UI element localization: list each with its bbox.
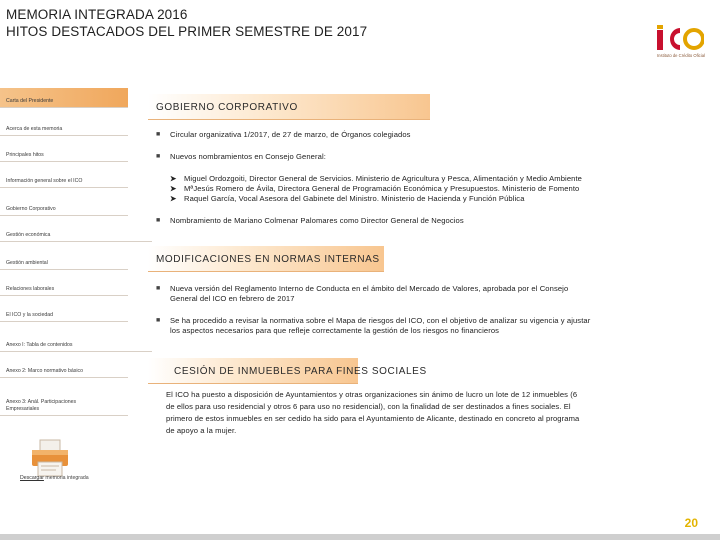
inmuebles-line-3: primero de estos inmuebles en ser cedido ha sido para el Ayuntamiento de Alicante, destinado en concreto al programa [166, 414, 580, 423]
page-title-line2: HITOS DESTACADOS DEL PRIMER SEMESTRE DE 2017 [6, 24, 368, 39]
gobierno-bullet-1: Circular organizativa 1/2017, de 27 de marzo, de Órganos colegiados [170, 130, 411, 139]
bullet-icon: ■ [156, 285, 161, 292]
section-header-normas [148, 246, 384, 272]
sidebar-item-acerca[interactable] [0, 114, 128, 136]
bullet-icon: ■ [156, 317, 161, 324]
normas-bullet-2a: Se ha procedido a revisar la normativa sobre el Mapa de riesgos del ICO, con el objetivo de analizar su vigencia y ajustar [170, 316, 591, 325]
sidebar-item-hitos[interactable] [0, 140, 128, 162]
arrow-bullet-icon: ➤ [170, 194, 177, 203]
footer-bar [0, 534, 720, 540]
sidebar-item-informacion[interactable] [0, 166, 128, 188]
sidebar-item-gestion-economica[interactable] [0, 220, 152, 242]
sidebar-item-relaciones[interactable] [0, 274, 128, 296]
normas-bullet-1b: General del ICO en febrero de 2017 [170, 294, 295, 303]
sidebar-item-label: Información general sobre el ICO [6, 178, 83, 184]
bullet-icon: ■ [156, 153, 161, 160]
ico-logo-mark [656, 24, 704, 52]
sidebar-item-label: Gestión ambiental [6, 260, 48, 266]
sidebar-item-gestion-ambiental[interactable] [0, 248, 128, 270]
sidebar-item-label: Carta del Presidente [6, 98, 54, 104]
normas-bullet-1a: Nueva versión del Reglamento Interno de Conducta en el ámbito del Mercado de Valores, aprobada por el Consejo [170, 284, 569, 293]
section-title: CESIÓN DE INMUEBLES PARA FINES SOCIALES [174, 366, 427, 377]
download-link-rest: memoria integrada [43, 475, 89, 481]
arrow-bullet-icon: ➤ [170, 174, 177, 183]
bullet-icon: ■ [156, 217, 161, 224]
sidebar-item-carta[interactable] [0, 88, 128, 108]
sidebar-item-label: Anexo 3: Anál. Participaciones Empresariales [6, 399, 77, 412]
inmuebles-line-1: El ICO ha puesto a disposición de Ayuntamientos y otras organizaciones sin ánimo de lucro un lote de 12 inmuebles (6 [166, 390, 578, 399]
sidebar-nav [0, 88, 140, 488]
section-title: GOBIERNO CORPORATIVO [156, 102, 298, 113]
arrow-bullet-icon: ➤ [170, 184, 177, 193]
gobierno-sub-3: Raquel García, Vocal Asesora del Gabinete del Ministro. Ministerio de Hacienda y Función Pública [184, 194, 525, 203]
ico-logo-caption: Instituto de Crédito Oficial [657, 53, 705, 58]
sidebar-item-label: Gobierno Corporativo [6, 206, 56, 212]
normas-bullet-2b: los aspectos necesarios para que refleje correctamente la gestión de los riesgos no financieros [170, 326, 500, 335]
sidebar-item-label: El ICO y la sociedad [6, 312, 53, 318]
inmuebles-line-4: de apoyo a la mujer. [166, 426, 237, 435]
gobierno-bullet-3: Nombramiento de Mariano Colmenar Palomares como Director General de Negocios [170, 216, 464, 225]
page-number: 20 [684, 516, 698, 530]
download-memoria-link[interactable] [20, 475, 89, 481]
page-title [6, 6, 566, 40]
inmuebles-line-2: de ellos para uso residencial y otros 6 para uso no residencial), con la finalidad de ser destinados a fines sociales. El [166, 402, 571, 411]
sidebar-item-label: Principales hitos [6, 152, 44, 158]
sidebar-item-label: Relaciones laborales [6, 286, 55, 292]
gobierno-sub-2: MªJesús Romero de Ávila, Directora General de Programación Económica y Presupuestos. Ministerio de Fomento [184, 184, 580, 193]
sidebar-item-anexo-1[interactable] [0, 330, 152, 352]
gobierno-sub-1: Miguel Ordozgoiti, Director General de Servicios. Ministerio de Agricultura y Pesca, Alimentación y Medio Ambiente [184, 174, 583, 183]
sidebar-item-label: Anexo 2: Marco normativo básico [6, 368, 83, 374]
section-title: MODIFICACIONES EN NORMAS INTERNAS [156, 254, 380, 265]
page-title-line1: MEMORIA INTEGRADA 2016 [6, 7, 188, 22]
sidebar-item-label: Gestión económica [6, 232, 51, 238]
sidebar-item-anexo-2[interactable] [0, 356, 128, 378]
ico-logo [650, 22, 712, 64]
download-link-word[interactable]: Descargar [20, 475, 44, 481]
gobierno-bullet-2: Nuevos nombramientos en Consejo General: [170, 152, 326, 161]
section-header-gobierno [148, 94, 430, 120]
bullet-icon: ■ [156, 131, 161, 138]
printer-icon[interactable] [28, 438, 74, 478]
sidebar-item-label: Acerca de esta memoria [6, 126, 63, 132]
sidebar-item-label: Anexo I: Tabla de contenidos [6, 342, 73, 348]
section-header-inmuebles [148, 358, 427, 384]
sidebar-item-sociedad[interactable] [0, 300, 128, 322]
sidebar-item-anexo-3[interactable] [0, 384, 128, 416]
sidebar-item-gobierno[interactable] [0, 194, 128, 216]
